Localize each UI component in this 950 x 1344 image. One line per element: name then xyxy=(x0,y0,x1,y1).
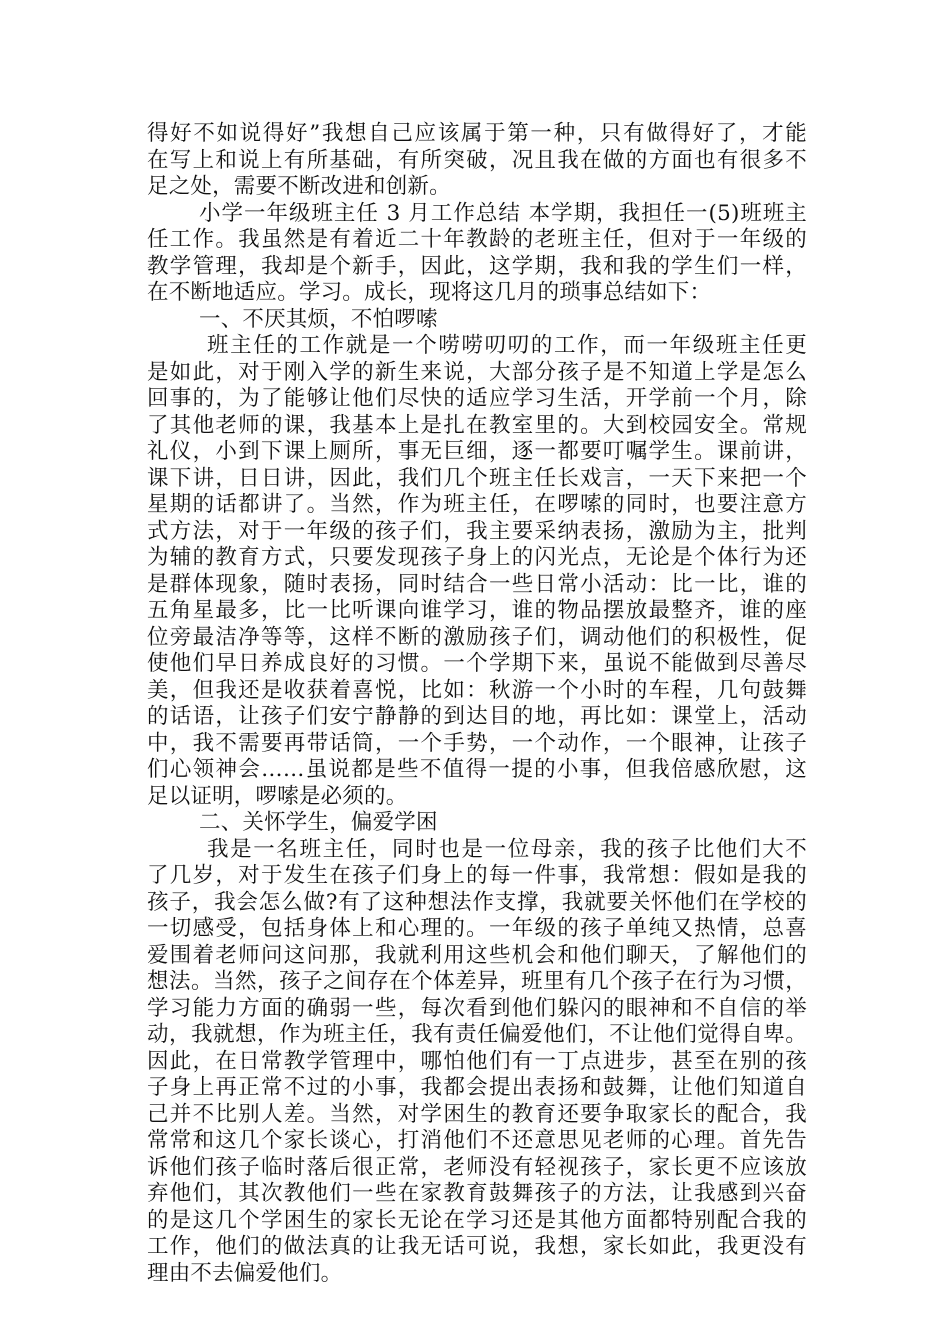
text-line: 们心领神会……虽说都是些不值得一提的小事，但我倍感欣慰，这 xyxy=(147,757,807,782)
text-line: 理由不去偏爱他们。 xyxy=(147,1260,343,1286)
text-line: 足以证明，啰嗦是必须的。 xyxy=(147,783,408,809)
text-line: 中，我不需要再带话筒，一个手势，一个动作，一个眼神，让孩子 xyxy=(147,730,807,756)
text-line: 工作，他们的做法真的让我无话可说，我想，家长如此，我更没有 xyxy=(147,1234,807,1259)
text-line: 的是这几个学困生的家长无论在学习还是其他方面都特别配合我的 xyxy=(147,1207,807,1233)
text-line: 在不断地适应。学习。成长，现将这几月的琐事总结如下： xyxy=(147,280,712,305)
text-line: 爱围着老师问这问那，我就利用这些机会和他们聊天，了解他们的 xyxy=(147,942,807,968)
text-line: 回事的，为了能够让他们尽快的适应学习生活，开学前一个月，除 xyxy=(147,386,807,411)
text-line: 小学一年级班主任 3 月工作总结 本学期，我担任一(5)班班主 xyxy=(199,200,807,226)
text-line: 位旁最洁净等等，这样不断的激励孩子们，调动他们的积极性，促 xyxy=(147,624,807,650)
text-line: 弃他们，其次教他们一些在家教育鼓舞孩子的方法，让我感到兴奋 xyxy=(147,1181,807,1206)
text-line: 我是一名班主任，同时也是一位母亲，我的孩子比他们大不 xyxy=(207,836,807,862)
text-line: 诉他们孩子临时落后很正常，老师没有轻视孩子，家长更不应该放 xyxy=(147,1154,807,1180)
text-line: 想法。当然，孩子之间存在个体差异，班里有几个孩子在行为习惯， xyxy=(147,969,807,994)
text-line: 班主任的工作就是一个唠唠叨叨的工作，而一年级班主任更 xyxy=(207,333,807,358)
document-body xyxy=(147,121,807,1287)
text-line: 常常和这几个家长谈心，打消他们不还意思见老师的心理。首先告 xyxy=(147,1128,807,1153)
text-line: 学习能力方面的确弱一些，每次看到他们躲闪的眼神和不自信的举 xyxy=(147,995,807,1021)
text-line: 在写上和说上有所基础，有所突破，况且我在做的方面也有很多不 xyxy=(147,147,807,173)
text-line: 了几岁，对于发生在孩子们身上的每一件事，我常想：假如是我的 xyxy=(147,863,807,888)
text-line: 的话语，让孩子们安宁静静的到达目的地，再比如：课堂上，活动 xyxy=(147,704,807,729)
text-line: 五角星最多，比一比听课向谁学习，谁的物品摆放最整齐，谁的座 xyxy=(147,598,807,623)
text-line: 美，但我还是收获着喜悦，比如：秋游一个小时的车程，几句鼓舞 xyxy=(147,677,807,703)
text-line: 了其他老师的课，我基本上是扎在教室里的。大到校园安全。常规 xyxy=(147,412,807,438)
text-line: 星期的话都讲了。当然，作为班主任，在啰嗦的同时，也要注意方 xyxy=(147,492,807,517)
text-line: 任工作。我虽然是有着近二十年教龄的老班主任，但对于一年级的 xyxy=(147,227,807,252)
text-line: 己并不比别人差。当然，对学困生的教育还要争取家长的配合，我 xyxy=(147,1101,807,1127)
text-line: 式方法，对于一年级的孩子们，我主要采纳表扬，激励为主，批判 xyxy=(147,518,807,544)
text-line: 课下讲，日日讲，因此，我们几个班主任长戏言，一天下来把一个 xyxy=(147,465,807,491)
text-line: 动，我就想，作为班主任，我有责任偏爱他们，不让他们觉得自卑。 xyxy=(147,1022,807,1047)
text-line: 因此，在日常教学管理中，哪怕他们有一丁点进步，甚至在别的孩 xyxy=(147,1048,807,1074)
section-heading: 一、不厌其烦，不怕啰嗦 xyxy=(199,306,438,332)
text-line: 是群体现象，随时表扬，同时结合一些日常小活动：比一比，谁的 xyxy=(147,571,807,597)
text-line: 子身上再正常不过的小事，我都会提出表扬和鼓舞，让他们知道自 xyxy=(147,1075,807,1100)
text-line: 是如此，对于刚入学的新生来说，大部分孩子是不知道上学是怎么 xyxy=(147,359,807,385)
text-line: 得好不如说得好”我想自己应该属于第一种，只有做得好了，才能 xyxy=(147,121,807,146)
text-line: 一切感受，包括身体上和心理的。一年级的孩子单纯又热情，总喜 xyxy=(147,916,807,941)
text-line: 为辅的教育方式，只要发现孩子身上的闪光点，无论是个体行为还 xyxy=(147,545,807,570)
text-line: 使他们早日养成良好的习惯。一个学期下来，虽说不能做到尽善尽 xyxy=(147,651,807,676)
text-line: 教学管理，我却是个新手，因此，这学期，我和我的学生们一样， xyxy=(147,253,807,279)
section-heading: 二、关怀学生，偏爱学困 xyxy=(199,810,438,835)
text-line: 足之处，需要不断改进和创新。 xyxy=(147,174,451,199)
text-line: 孩子，我会怎么做?有了这种想法作支撑，我就要关怀他们在学校的 xyxy=(147,889,807,915)
text-line: 礼仪，小到下课上厕所，事无巨细，逐一都要叮嘱学生。课前讲， xyxy=(147,439,807,464)
